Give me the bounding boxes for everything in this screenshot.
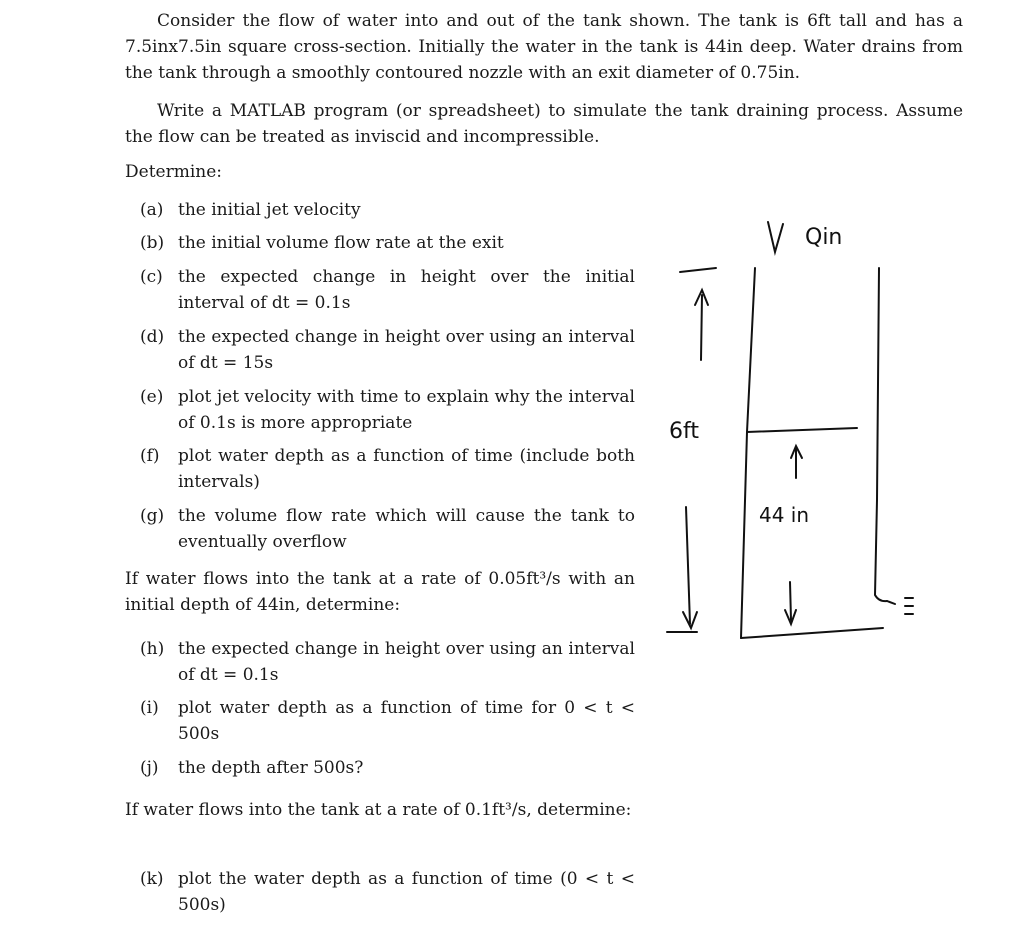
list-item-i [140,695,635,747]
intro-text: Consider the flow of water into and out of the tank shown. The tank is 6ft tall and has a 7.5inx7.5in square cross-section. Initially the water in the tank is 44in deep. Water drains from the tank through a smoothly contoured nozzle with an exit diameter of 0.75in. [125,11,963,83]
item-key: (a) [140,200,164,220]
inflow-label: Qin [805,225,843,250]
jet-stream-icon [905,598,913,614]
height-arrow-up [701,295,702,360]
inflow-paragraph-2: If water flows into the tank at a rate of 0.1ft³/s, determine: [125,800,632,820]
list-item-g [140,503,635,555]
intro-paragraph [125,8,963,86]
determine-label: Determine: [125,162,223,182]
list-item-e [140,384,635,436]
tank-bottom [741,628,883,638]
item-text: the initial jet velocity [178,200,361,220]
item-key: (j) [140,758,159,778]
item-key: (g) [140,506,165,526]
list-item-b [140,230,635,256]
item-text: plot the water depth as a function of time (0 < t < 500s) [178,869,635,915]
inflow-arrow [768,222,783,252]
list-item-h [140,636,635,688]
list-item-k [140,866,635,918]
depth-label: 44 in [759,503,810,527]
item-key: (f) [140,446,160,466]
item-text: plot water depth as a function of time (include both intervals) [178,446,635,492]
list-item-a [140,197,635,223]
tank-right-wall [875,268,887,601]
depth-arrow-down [790,582,791,620]
height-label: 6ft [669,419,699,444]
item-text: the expected change in height over using an interval of dt = 0.1s [178,639,635,685]
item-key: (b) [140,233,165,253]
item-key: (d) [140,327,165,347]
tank-diagram [655,200,955,660]
task-paragraph [125,98,963,150]
item-key: (k) [140,869,164,889]
item-text: plot jet velocity with time to explain why the interval of 0.1s is more appropriate [178,387,635,433]
item-text: plot water depth as a function of time for 0 < t < 500s [178,698,635,744]
item-key: (e) [140,387,164,407]
item-key: (i) [140,698,159,718]
list-item-d [140,324,635,376]
water-surface [747,428,857,432]
inflow-paragraph-1: If water flows into the tank at a rate of 0.05ft³/s with an initial depth of 44in, determine: [125,569,635,615]
item-text: the expected change in height over using an interval of dt = 15s [178,327,635,373]
task-text: Write a MATLAB program (or spreadsheet) to simulate the tank draining process. Assume the flow can be treated as inviscid and incompressible. [125,101,963,147]
item-text: the volume flow rate which will cause the tank to eventually overflow [178,506,635,552]
tank-left-wall [741,268,755,638]
height-arrow-down [686,507,690,624]
item-text: the initial volume flow rate at the exit [178,233,504,253]
item-text: the depth after 500s? [178,758,364,778]
nozzle [887,601,895,604]
item-key: (c) [140,267,163,287]
list-item-f [140,443,635,495]
list-item-j [140,755,635,781]
item-key: (h) [140,639,165,659]
top-dimension-tick [680,268,716,272]
item-text: the expected change in height over the initial interval of dt = 0.1s [178,267,635,313]
list-item-c [140,264,635,316]
